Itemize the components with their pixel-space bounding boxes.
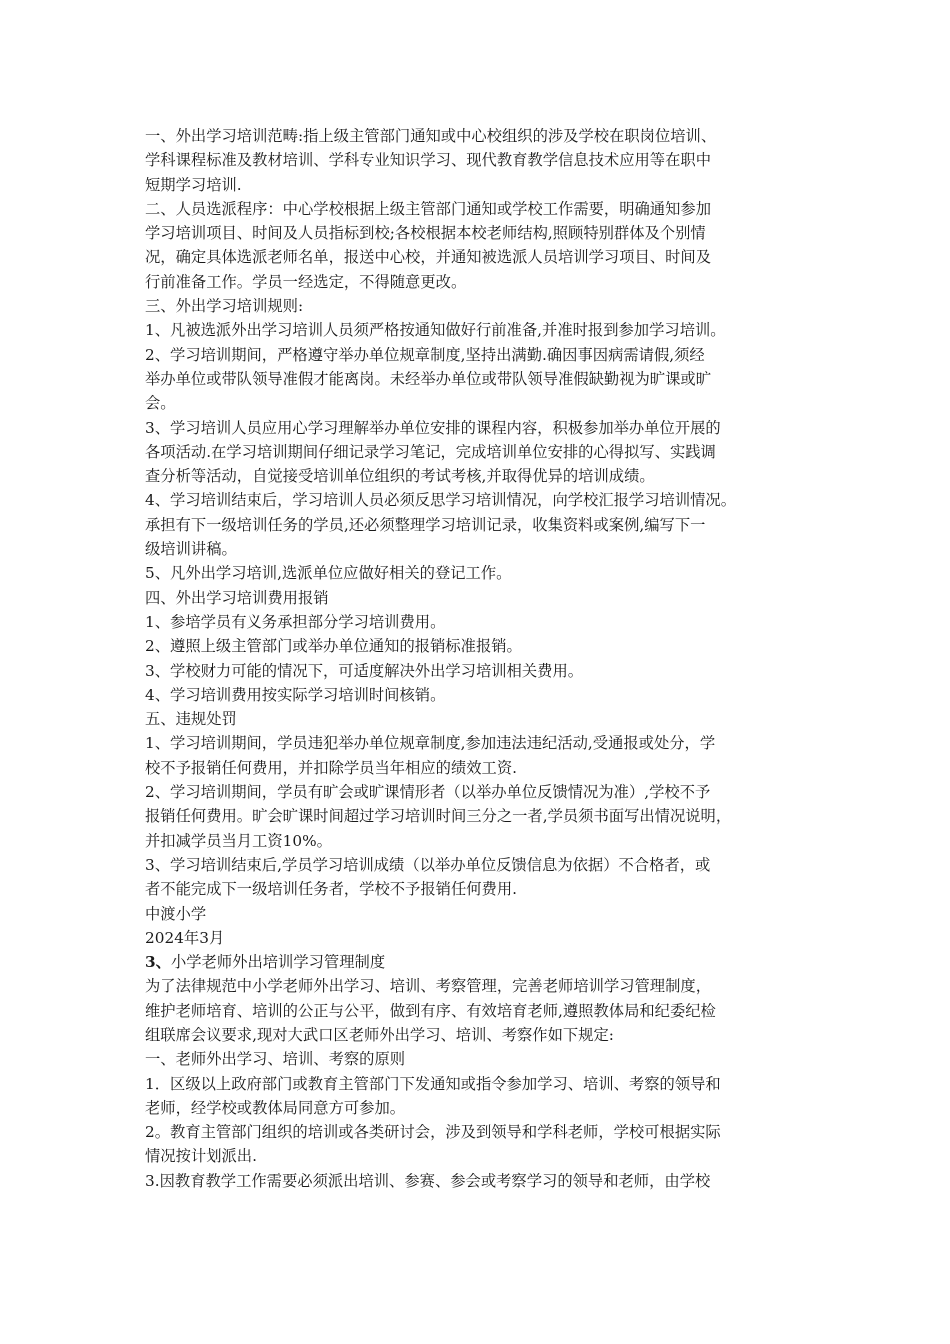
text-line: 2、遵照上级主管部门或举办单位通知的报销标准报销。: [145, 637, 522, 656]
text-line: 3.因教育教学工作需要必须派出培训、参赛、参会或考察学习的领导和老师，由学校: [145, 1171, 711, 1190]
text-line: 举办单位或带队领导准假才能离岗。未经举办单位或带队领导准假缺勤视为旷课或旷: [145, 369, 711, 388]
text-line: 一、老师外出学习、培训、考察的原则: [145, 1050, 406, 1069]
text-line: 2、学习培训期间，学员有旷会或旷课情形者（以举办单位反馈情况为准）,学校不予: [145, 783, 711, 802]
text-line: 报销任何费用。旷会旷课时间超过学习培训时间三分之一者,学员须书面写出情况说明，: [145, 807, 732, 826]
text-line: 1、参培学员有义务承担部分学习培训费用。: [145, 612, 446, 631]
heading-number: 3、: [145, 953, 171, 972]
text-line: 维护老师培育、培训的公正与公平，做到有序、有效培育老师,遵照教体局和纪委纪检: [145, 1001, 716, 1020]
section-heading: [145, 950, 825, 974]
text-line: 3、学习培训结束后,学员学习培训成绩（以举办单位反馈信息为依据）不合格者，或: [145, 855, 711, 874]
text-line: 3、学习培训人员应用心学习理解举办单位安排的课程内容，积极参加举办单位开展的: [145, 418, 721, 437]
text-line: 2、学习培训期间，严格遵守举办单位规章制度,坚持出满勤.确因事因病需请假,须经: [145, 345, 705, 364]
text-line: 行前准备工作。学员一经选定，不得随意更改。: [145, 272, 467, 291]
text-line: 3、学校财力可能的情况下，可适度解决外出学习培训相关费用。: [145, 661, 584, 680]
text-line: 4、学习培训结束后，学习培训人员必须反思学习培训情况，向学校汇报学习培训情况。: [145, 491, 737, 510]
text-line: 1、凡被选派外出学习培训人员须严格按通知做好行前准备,并准时报到参加学习培训。: [145, 321, 726, 340]
heading-text: 小学老师外出培训学习管理制度: [170, 953, 386, 972]
text-line: 短期学习培训.: [145, 175, 242, 194]
text-line: 四、外出学习培训费用报销: [145, 588, 329, 607]
text-line: 一、外出学习培训范畴:指上级主管部门通知或中心校组织的涉及学校在职岗位培训、: [145, 127, 717, 145]
text-line: 况，确定具体选派老师名单，报送中心校，并通知被选派人员培训学习项目、时间及: [145, 248, 711, 267]
text-line: 4、学习培训费用按实际学习培训时间核销。: [145, 685, 446, 704]
text-line: 各项活动.在学习培训期间仔细记录学习笔记，完成培训单位安排的心得拟写、实践调: [145, 442, 716, 461]
text-line: 二、人员选派程序：中心学校根据上级主管部门通知或学校工作需要，明确通知参加: [145, 199, 711, 218]
text-line: 三、外出学习培训规则:: [145, 297, 304, 316]
text-line: 2。教育主管部门组织的培训或各类研讨会，涉及到领导和学科老师，学校可根据实际: [145, 1123, 721, 1142]
text-line: 学科课程标准及教材培训、学科专业知识学习、现代教育教学信息技术应用等在职中: [145, 151, 711, 170]
text-line: 1、学习培训期间，学员违犯举办单位规章制度,参加违法违纪活动,受通报或处分，学: [145, 734, 716, 753]
text-line: 老师，经学校或教体局同意方可参加。: [145, 1098, 406, 1117]
text-line: 者不能完成下一级培训任务者，学校不予报销任何费用.: [145, 880, 517, 899]
text-line: 校不予报销任何费用，并扣除学员当年相应的绩效工资.: [145, 758, 517, 777]
text-line: 组联席会议要求,现对大武口区老师外出学习、培训、考察作如下规定:: [145, 1025, 614, 1044]
text-line: 会。: [145, 394, 176, 413]
text-line: 情况按计划派出.: [145, 1147, 257, 1166]
text-line: 5、凡外出学习培训,选派单位应做好相关的登记工作。: [145, 564, 512, 583]
text-line: 级培训讲稿。: [145, 540, 237, 559]
document-body: [145, 124, 825, 1193]
text-line: 学习培训项目、时间及人员指标到校;各校根据本校老师结构,照顾特别群体及个别情: [145, 224, 706, 243]
text-line: 1．区级以上政府部门或教育主管部门下发通知或指令参加学习、培训、考察的领导和: [145, 1074, 721, 1093]
signature-school: 中渡小学: [145, 904, 207, 923]
text-line: 五、违规处罚: [145, 710, 237, 729]
text-line: 承担有下一级培训任务的学员,还必须整理学习培训记录，收集资料或案例,编写下一: [145, 515, 706, 534]
text-line: 为了法律规范中小学老师外出学习、培训、考察管理，完善老师培训学习管理制度，: [145, 977, 711, 996]
text-line: 查分析等活动，自觉接受培训单位组织的考试考核,并取得优异的培训成绩。: [145, 467, 655, 486]
text-line: 并扣减学员当月工资10%。: [145, 831, 332, 850]
signature-date: 2024年3月: [145, 928, 225, 947]
